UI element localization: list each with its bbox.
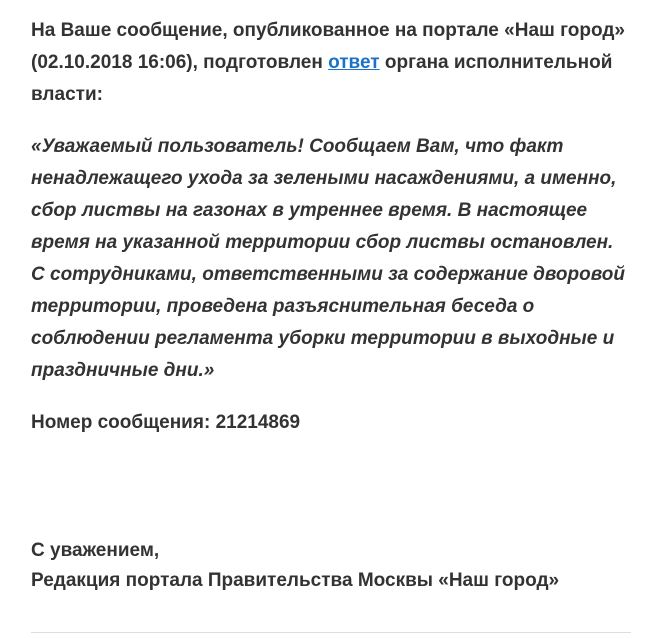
intro-paragraph [31, 15, 631, 111]
message-number [31, 410, 631, 436]
footer-divider [31, 632, 631, 633]
message-number-value: 21214869 [215, 412, 301, 433]
message-number-label: Номер сообщения: [31, 412, 211, 433]
official-answer-quote: «Уважаемый пользователь! Сообщаем Вам, что факт ненадлежащего ухода за зелеными насаждениями, а именно, сбор листвы на газонах в утреннее время. В настоящее время на указанной территории сбор листвы остановлен. С сотрудниками, ответственными за содержание дворовой территории, проведена разъяснительная беседа о соблюдении регламента уборки территории в выходные и праздничные дни.» [31, 136, 625, 381]
signature-editorial: Редакция портала Правительства Москвы «Наш город» [31, 570, 560, 591]
intro-text-after: органа исполнительной власти: [31, 52, 613, 105]
signature-greeting: С уважением, [31, 540, 160, 561]
signature-block [31, 536, 631, 596]
intro-text-before: На Ваше сообщение, опубликованное на портале «Наш город» (02.10.2018 16:06), подготовлен [31, 20, 625, 73]
answer-link[interactable]: ответ [328, 52, 380, 73]
email-body [31, 15, 631, 436]
